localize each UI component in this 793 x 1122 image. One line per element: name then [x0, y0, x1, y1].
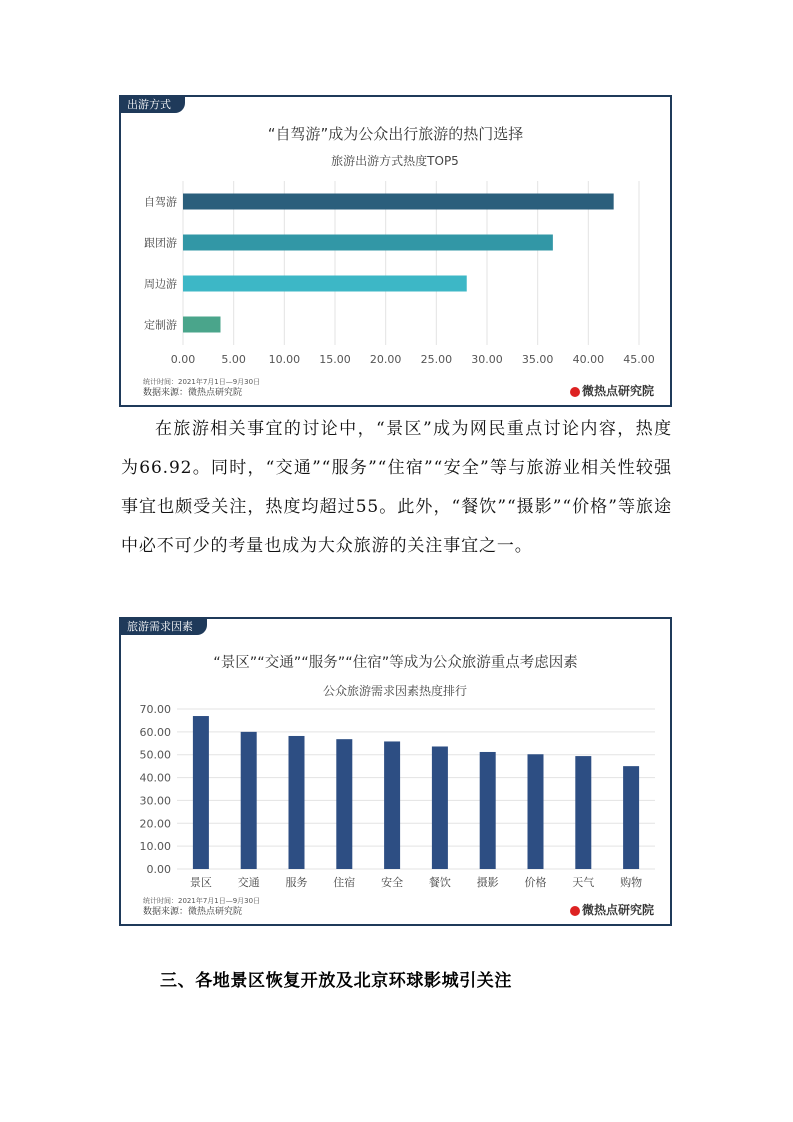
chart1-title: “自驾游”成为公众出行旅游的热门选择 — [267, 125, 524, 143]
paragraph-text: 在旅游相关事宜的讨论中，“景区”成为网民重点讨论内容，热度为66.92。同时，“交通”“服务”“住宿”“安全”等与旅游业相关性较强事宜也颇受关注，热度均超过55。此外，“餐饮”“摄影”“价格”等旅途中必不可少的考量也成为大众旅游的关注事宜之一。 — [121, 419, 672, 556]
chart1-svg — [121, 145, 670, 405]
chart2-ytick-label: 60.00 — [139, 725, 171, 739]
chart1-xtick-label: 20.00 — [369, 353, 402, 366]
chart2-brand-text: 微热点研究院 — [581, 903, 654, 917]
chart2-category-label: 天气 — [572, 876, 595, 889]
chart1-category-label: 周边游 — [144, 277, 177, 291]
chart1-xtick-label: 10.00 — [268, 353, 301, 366]
chart1-panel — [119, 95, 672, 407]
chart2-ytick-label: 0.00 — [146, 863, 171, 876]
chart2-title: “景区”“交通”“服务”“住宿”等成为公众旅游重点考虑因素 — [213, 655, 578, 671]
chart2-category-label: 摄影 — [476, 876, 499, 889]
chart1-xtick-label: 35.00 — [521, 353, 554, 366]
chart2-footer-source: 数据来源：微热点研究院 — [143, 907, 243, 917]
weibo-eye-icon — [570, 906, 580, 916]
section-heading: 三、各地景区恢复开放及北京环球影城引关注 — [160, 971, 512, 991]
chart2-subtitle: 公众旅游需求因素热度排行 — [322, 684, 468, 698]
chart1-footer — [143, 378, 260, 399]
chart1-xtick-label: 5.00 — [221, 353, 246, 366]
chart2-bar — [575, 756, 591, 869]
chart2-category-label: 住宿 — [333, 876, 356, 889]
chart2-category-label: 购物 — [620, 876, 643, 889]
chart2-ytick-label: 70.00 — [139, 703, 171, 716]
chart1-bar — [183, 317, 220, 333]
chart2-brand-logo — [570, 901, 654, 918]
chart2-bar — [336, 739, 352, 869]
chart1-footer-source: 数据来源：微热点研究院 — [143, 388, 243, 398]
chart2-bar — [480, 752, 496, 869]
chart1-bar — [183, 194, 614, 210]
chart2-bar — [528, 754, 544, 869]
body-paragraph — [121, 410, 672, 566]
chart2-panel — [119, 617, 672, 926]
chart1-xtick-label: 0.00 — [170, 353, 196, 366]
chart2-bar — [289, 736, 305, 869]
chart2-bar — [623, 766, 639, 869]
chart1-xtick-label: 15.00 — [319, 353, 351, 366]
chart1-xtick-label: 45.00 — [623, 353, 655, 366]
chart2-footer — [143, 897, 260, 918]
chart2-bar — [241, 732, 257, 869]
chart2-bar — [384, 741, 400, 869]
chart2-category-label: 景区 — [189, 876, 212, 889]
chart2-ytick-label: 40.00 — [139, 771, 171, 785]
chart1-tag: 出游方式 — [121, 97, 185, 113]
chart2-svg — [121, 675, 670, 895]
chart2-ytick-label: 10.00 — [139, 840, 171, 854]
chart1-category-label: 跟团游 — [144, 236, 177, 250]
chart2-category-label: 服务 — [285, 876, 308, 889]
chart2-category-label: 价格 — [524, 876, 547, 889]
chart1-footer-time: 统计时间：2021年7月1日—9月30日 — [143, 378, 261, 386]
chart1-bar — [183, 235, 553, 251]
chart2-bar — [432, 746, 448, 869]
chart1-brand-text: 微热点研究院 — [581, 384, 654, 398]
chart1-subtitle: 旅游出游方式热度TOP5 — [331, 154, 459, 168]
chart1-xtick-label: 25.00 — [420, 353, 453, 366]
chart1-xtick-label: 40.00 — [572, 353, 605, 366]
chart2-tag: 旅游需求因素 — [121, 619, 207, 635]
chart2-footer-time: 统计时间：2021年7月1日—9月30日 — [143, 897, 261, 905]
chart2-ytick-label: 30.00 — [139, 794, 171, 808]
chart2-category-label: 餐饮 — [428, 876, 451, 889]
chart2-category-label: 安全 — [381, 876, 404, 889]
chart1-brand-logo — [570, 382, 654, 399]
chart1-bar — [183, 276, 467, 292]
chart2-ytick-label: 50.00 — [139, 748, 171, 762]
chart2-ytick-label: 20.00 — [139, 817, 171, 831]
chart1-xtick-label: 30.00 — [471, 353, 503, 366]
weibo-eye-icon — [570, 387, 580, 397]
chart1-category-label: 自驾游 — [144, 195, 177, 209]
chart1-category-label: 定制游 — [144, 318, 177, 332]
chart2-bar — [193, 716, 209, 869]
chart2-category-label: 交通 — [237, 876, 260, 889]
